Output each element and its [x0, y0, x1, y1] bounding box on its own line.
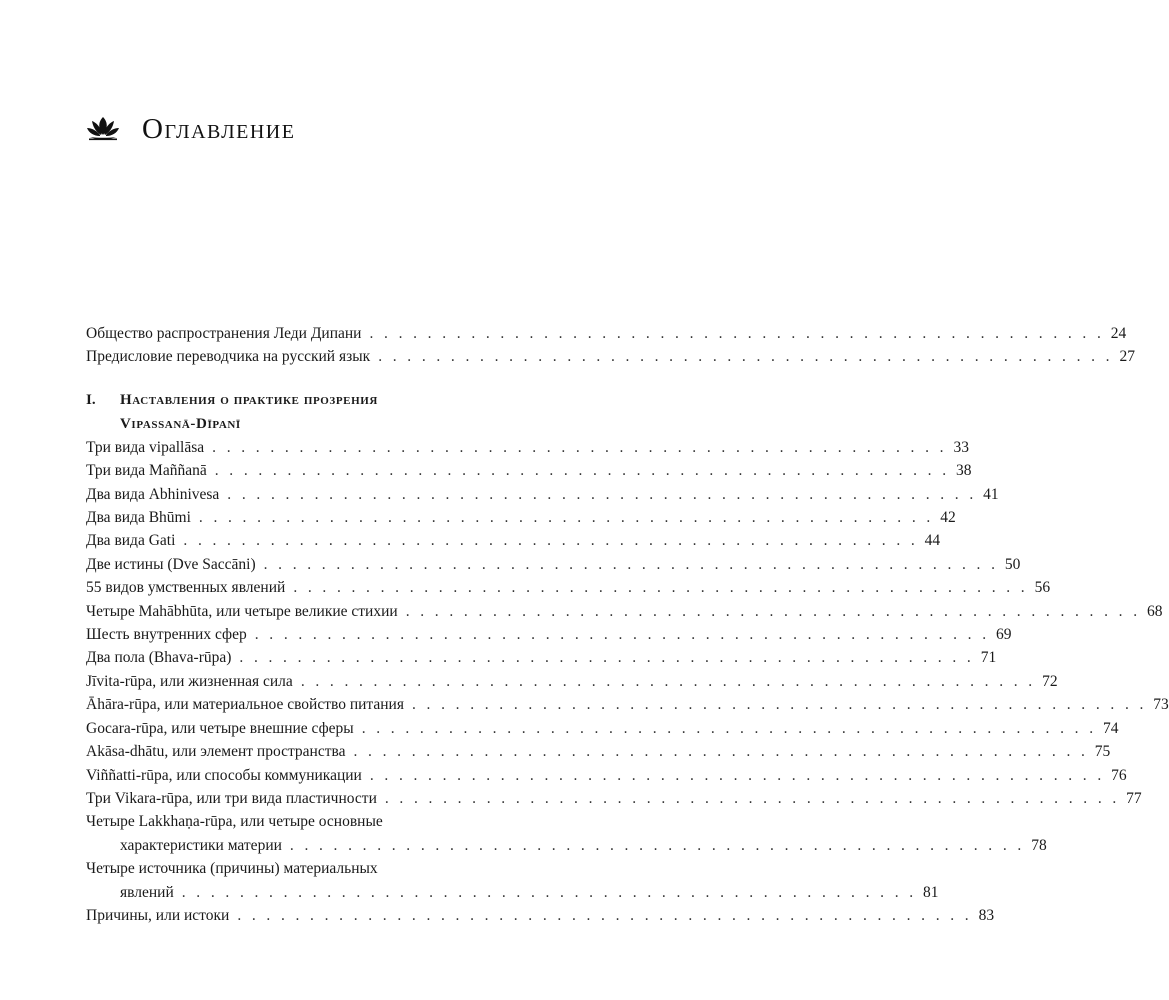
toc-entry-page: 42: [940, 509, 956, 527]
toc-entry-title: Viññatti-rūpa, или способы коммуникации: [86, 766, 362, 784]
toc-entry-page: 83: [978, 906, 995, 924]
toc-entry-title: Akāsa-dhātu, или элемент пространства: [86, 743, 346, 761]
toc-entry-page: 33: [953, 438, 969, 456]
dot-leader: . . . . . . . . . . . . . . . . . . . . . . . . . . . . . . . . . . . . . . . . . . . . . . . . . . .: [361, 719, 1097, 737]
toc-entry[interactable]: [86, 345, 1135, 368]
toc-entry-page: 73: [1153, 696, 1169, 714]
toc-entry-page: 44: [924, 532, 941, 550]
toc-entry-title: Три вида Maññanā: [86, 462, 207, 480]
toc-entry-title: Две истины (Dve Saccāni): [86, 555, 256, 573]
section-heading: [86, 389, 573, 412]
toc-entry-title: Причины, или истоки: [86, 906, 230, 924]
toc-entry[interactable]: [86, 436, 969, 459]
toc-entry[interactable]: [86, 904, 995, 927]
toc-entry-page: 78: [1031, 836, 1047, 854]
toc-entry-page: 75: [1094, 743, 1111, 761]
toc-entry-page: 27: [1119, 348, 1135, 366]
toc-entry-multiline[interactable]: [86, 857, 939, 904]
toc-entry-continuation: [86, 834, 1047, 857]
dot-leader: . . . . . . . . . . . . . . . . . . . . . . . . . . . . . . . . . . . . . . . . . . . . . . . . . . .: [237, 906, 973, 924]
toc-entry-title: характеристики материи: [120, 836, 282, 854]
toc-entry[interactable]: [86, 717, 1119, 740]
dot-leader: . . . . . . . . . . . . . . . . . . . . . . . . . . . . . . . . . . . . . . . . . . . . . . . . . . .: [384, 789, 1120, 807]
toc-entry-title: 55 видов умственных явлений: [86, 579, 286, 597]
dot-leader: . . . . . . . . . . . . . . . . . . . . . . . . . . . . . . . . . . . . . . . . . . . . . . . . . . .: [412, 696, 1147, 714]
toc-entry-page: 38: [956, 462, 972, 480]
section-subtitle: Vipassanā-Dīpanī: [120, 415, 241, 432]
toc-entry[interactable]: [86, 646, 997, 669]
toc-entry-title: Четыре Mahābhūta, или четыре великие стихии: [86, 602, 398, 620]
toc-entry-title: Два пола (Bhava-rūpa): [86, 649, 232, 667]
dot-leader: . . . . . . . . . . . . . . . . . . . . . . . . . . . . . . . . . . . . . . . . . . . . . . . . . . .: [293, 579, 1029, 597]
toc-entry-page: 56: [1034, 579, 1051, 597]
dot-leader: . . . . . . . . . . . . . . . . . . . . . . . . . . . . . . . . . . . . . . . . . . . . . . . . . . .: [300, 672, 1036, 690]
toc-entry-page: 69: [996, 626, 1012, 644]
toc-entry-title-line: Четыре Lakkhaṇa-rūpa, или четыре основные: [86, 813, 383, 831]
toc-entry-title: Два вида Abhinivesa: [86, 485, 220, 503]
dot-leader: . . . . . . . . . . . . . . . . . . . . . . . . . . . . . . . . . . . . . . . . . . . . . . . . . . .: [254, 626, 990, 644]
dot-leader: . . . . . . . . . . . . . . . . . . . . . . . . . . . . . . . . . . . . . . . . . . . . . . . . . . .: [289, 836, 1025, 854]
toc-entry-page: 72: [1042, 672, 1058, 690]
toc-entry[interactable]: [86, 529, 941, 552]
toc-entry[interactable]: [86, 322, 1127, 345]
toc-entry-page: 74: [1102, 719, 1119, 737]
toc-heading: [86, 111, 295, 147]
toc-entry-title-line: Четыре источника (причины) материальных: [86, 860, 378, 878]
toc-entry-title: Шесть внутренних сфер: [86, 626, 247, 644]
lotus-icon: [86, 116, 120, 142]
dot-leader: . . . . . . . . . . . . . . . . . . . . . . . . . . . . . . . . . . . . . . . . . . . . . . . . . . .: [353, 743, 1089, 761]
toc-entry[interactable]: [86, 740, 1111, 763]
toc-entry[interactable]: [86, 764, 1127, 787]
dot-leader: . . . . . . . . . . . . . . . . . . . . . . . . . . . . . . . . . . . . . . . . . . . . . . . . . . .: [198, 509, 934, 527]
toc-entry-page: 50: [1004, 555, 1021, 573]
toc-entry-title: Gocara-rūpa, или четыре внешние сферы: [86, 719, 354, 737]
toc-entry-page: 24: [1110, 325, 1127, 342]
toc-entry-page: 76: [1111, 766, 1127, 784]
dot-leader: . . . . . . . . . . . . . . . . . . . . . . . . . . . . . . . . . . . . . . . . . . . . . . . . . . .: [263, 555, 999, 573]
section-title: Наставления о практике прозрения: [120, 391, 378, 408]
toc-entry[interactable]: [86, 693, 1169, 716]
dot-leader: . . . . . . . . . . . . . . . . . . . . . . . . . . . . . . . . . . . . . . . . . . . . . . . . . . .: [369, 766, 1105, 784]
toc-entry-title: Jīvita-rūpa, или жизненная сила: [86, 672, 293, 690]
toc-entry-title: явлений: [120, 883, 174, 901]
toc-entry-title: Два вида Bhūmi: [86, 509, 191, 527]
table-of-contents: [86, 322, 1169, 927]
dot-leader: . . . . . . . . . . . . . . . . . . . . . . . . . . . . . . . . . . . . . . . . . . . . . . . . . . .: [239, 649, 975, 667]
toc-entry-multiline[interactable]: [86, 810, 1047, 857]
dot-leader: . . . . . . . . . . . . . . . . . . . . . . . . . . . . . . . . . . . . . . . . . . . . . . . . . . . .: [227, 485, 977, 503]
toc-entry-title: Два вида Gati: [86, 532, 176, 550]
section-number: I.: [86, 391, 96, 408]
dot-leader: . . . . . . . . . . . . . . . . . . . . . . . . . . . . . . . . . . . . . . . . . . . . . . . . . . .: [378, 348, 1113, 366]
dot-leader: . . . . . . . . . . . . . . . . . . . . . . . . . . . . . . . . . . . . . . . . . . . . . . . . . . .: [212, 438, 947, 456]
toc-entry-page: 68: [1146, 602, 1163, 620]
toc-entry[interactable]: [86, 787, 1142, 810]
toc-entry-title: Три Vikara-rūpa, или три вида пластичности: [86, 789, 377, 807]
toc-entry-page: 77: [1126, 789, 1142, 807]
toc-entry[interactable]: [86, 623, 1012, 646]
toc-entry-title: Āhāra-rūpa, или материальное свойство питания: [86, 696, 404, 714]
page-title: Оглавление: [142, 112, 296, 145]
dot-leader: . . . . . . . . . . . . . . . . . . . . . . . . . . . . . . . . . . . . . . . . . . . . . . . . . . .: [369, 325, 1105, 342]
section-spacer: [86, 369, 573, 389]
toc-entry-page: 81: [923, 883, 939, 901]
toc-entry-page: 41: [983, 485, 999, 503]
dot-leader: . . . . . . . . . . . . . . . . . . . . . . . . . . . . . . . . . . . . . . . . . . . . . . . . . . .: [405, 602, 1141, 620]
toc-entry[interactable]: [86, 670, 1058, 693]
toc-entry-title: Три вида vipallāsa: [86, 438, 205, 456]
toc-entry[interactable]: [86, 553, 1021, 576]
dot-leader: . . . . . . . . . . . . . . . . . . . . . . . . . . . . . . . . . . . . . . . . . . . . . . . . . . .: [183, 532, 919, 550]
toc-entry-title: Предисловие переводчика на русский язык: [86, 348, 371, 366]
toc-entry-page: 71: [980, 649, 997, 667]
dot-leader: . . . . . . . . . . . . . . . . . . . . . . . . . . . . . . . . . . . . . . . . . . . . . . . . . . .: [214, 462, 950, 480]
toc-entry[interactable]: [86, 506, 956, 529]
toc-entry[interactable]: [86, 576, 1051, 599]
dot-leader: . . . . . . . . . . . . . . . . . . . . . . . . . . . . . . . . . . . . . . . . . . . . . . . . . . .: [181, 883, 917, 901]
toc-entry[interactable]: [86, 483, 999, 506]
toc-entry[interactable]: [86, 459, 972, 482]
toc-entry-title: Общество распространения Леди Дипани: [86, 325, 362, 342]
toc-entry-continuation: [86, 881, 939, 904]
toc-entry[interactable]: [86, 600, 1163, 623]
